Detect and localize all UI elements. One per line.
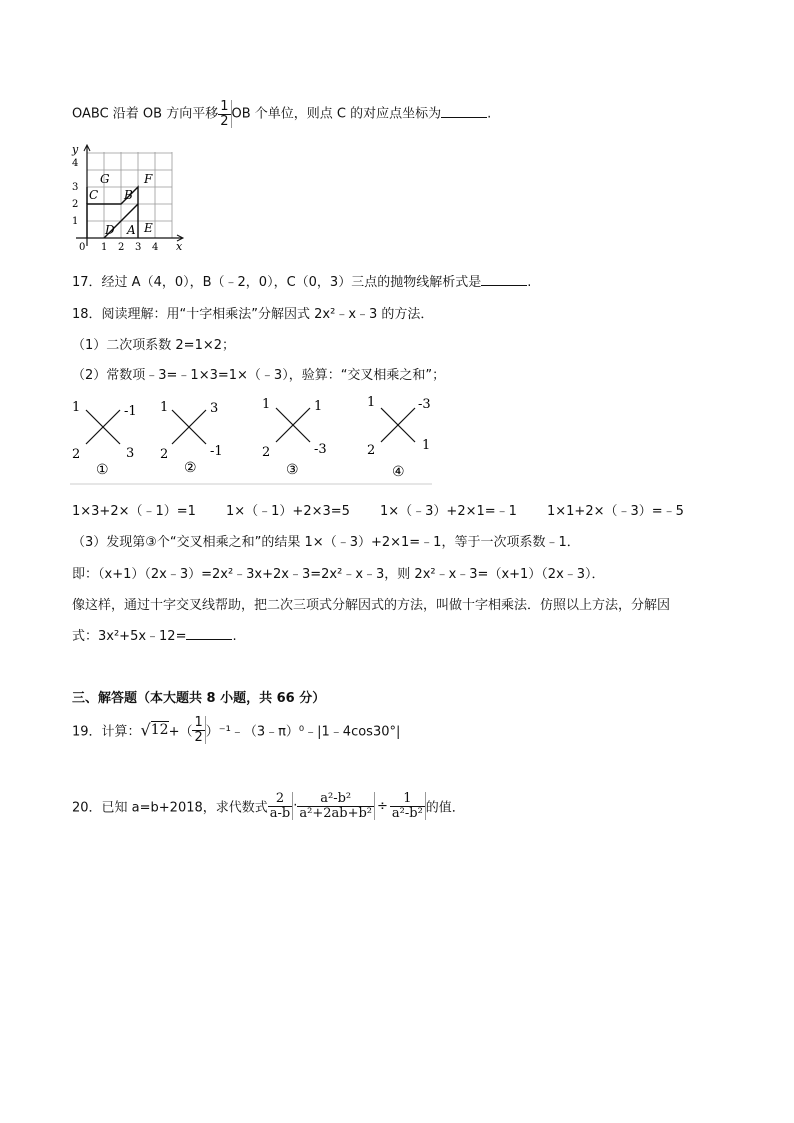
cross-1-bl: 2 bbox=[72, 447, 81, 462]
x-tick-2: 2 bbox=[118, 242, 125, 253]
q20-dot: · bbox=[293, 798, 298, 814]
cross-1-tl: 1 bbox=[72, 400, 81, 415]
q18-paragraph-2 bbox=[72, 625, 237, 644]
q20-fraction-3 bbox=[390, 792, 426, 820]
q18-step1: （1）二次项系数 2=1×2； bbox=[72, 338, 236, 353]
q17-text: 17．经过 A（4，0），B（﹣2，0），C（0，3）三点的抛物线解析式是 bbox=[72, 275, 482, 290]
origin-label: 0 bbox=[79, 242, 86, 253]
q18-step3: （3）发现第③个“交叉相乘之和”的结果 1×（﹣3）+2×1=﹣1，等于一次项系数﹣1． bbox=[72, 535, 580, 550]
q19-label: 19．计算： bbox=[72, 724, 141, 740]
q16-end: . bbox=[487, 106, 492, 122]
q18-intro: 18．阅读理解：用“十字相乘法”分解因式 2x²﹣x﹣3 的方法． bbox=[72, 307, 434, 322]
section-3-title: 三、解答题（本大题共 8 小题，共 66 分） bbox=[72, 691, 326, 706]
y-tick-2: 2 bbox=[72, 199, 79, 210]
cross-1-br: 3 bbox=[126, 446, 135, 461]
cross-4-tl: 1 bbox=[367, 395, 376, 410]
q16-frac-den: 2 bbox=[220, 113, 229, 129]
cross-3-br: -3 bbox=[314, 442, 327, 457]
x-tick-1: 1 bbox=[101, 242, 108, 253]
cross-4-label: ④ bbox=[392, 464, 405, 480]
point-label-a: A bbox=[127, 223, 136, 237]
q16-line bbox=[72, 100, 491, 128]
cross-diagrams bbox=[66, 392, 438, 488]
q16-frac-num: 1 bbox=[220, 99, 229, 114]
cross-4-tr: -3 bbox=[418, 397, 431, 412]
cross-4-br: 1 bbox=[422, 438, 431, 453]
q19-rest: ）⁻¹﹣（3﹣π）⁰﹣|1﹣4cos30°| bbox=[205, 724, 401, 740]
q16-answer-blank[interactable] bbox=[441, 106, 487, 118]
cross-3-bl: 2 bbox=[262, 445, 271, 460]
point-label-b: B bbox=[124, 188, 133, 202]
q17-end: . bbox=[527, 275, 532, 290]
cross-2-tr: 3 bbox=[210, 401, 219, 416]
q20-fraction-1 bbox=[268, 792, 293, 820]
q19-plus-open: +（ bbox=[168, 724, 193, 740]
cross-result-4: 1×1+2×（﹣3）=﹣5 bbox=[547, 504, 684, 519]
q17-line bbox=[72, 271, 531, 290]
cross-2-br: -1 bbox=[210, 444, 223, 459]
q20-f1-den: a-b bbox=[269, 805, 291, 821]
q16-text-before: OABC 沿着 OB 方向平移 bbox=[72, 106, 219, 122]
q20-f3-num: 1 bbox=[390, 792, 425, 807]
q20-fraction-2 bbox=[297, 792, 375, 820]
y-tick-1: 1 bbox=[72, 216, 79, 227]
cross-4-bl: 2 bbox=[367, 443, 376, 458]
q17-answer-blank[interactable] bbox=[481, 274, 527, 286]
q19-radicand: 12 bbox=[150, 722, 169, 739]
q20-text-before: 20．已知 a=b+2018，求代数式 bbox=[72, 800, 268, 816]
q18-step2: （2）常数项﹣3=﹣1×3=1×（﹣3），验算：“交叉相乘之和”； bbox=[72, 368, 446, 383]
q19-frac-num: 1 bbox=[194, 715, 203, 730]
cross-2-bl: 2 bbox=[160, 447, 169, 462]
cross-1-tr: -1 bbox=[124, 404, 137, 419]
q16-text-after: OB 个单位，则点 C 的对应点坐标为 bbox=[231, 106, 442, 122]
coordinate-grid-figure bbox=[66, 142, 190, 254]
point-label-f: F bbox=[144, 172, 153, 186]
q20-text-after: 的值． bbox=[425, 800, 465, 816]
q18-paragraph-1: 像这样，通过十字交叉线帮助，把二次三项式分解因式的方法，叫做十字相乘法．仿照以上方法，分解因 bbox=[72, 598, 671, 613]
cross-3-label: ③ bbox=[286, 462, 299, 478]
point-label-e: E bbox=[144, 221, 153, 235]
x-tick-3: 3 bbox=[135, 242, 142, 253]
q18-answer-blank[interactable] bbox=[186, 628, 232, 640]
q19-fraction bbox=[192, 716, 205, 744]
q18-para2-text: 式：3x²+5x﹣12= bbox=[72, 629, 187, 644]
y-tick-4: 4 bbox=[72, 158, 79, 169]
cross-2-label: ② bbox=[184, 460, 197, 476]
axis-x-label: x bbox=[176, 240, 183, 253]
q20-f1-num: 2 bbox=[268, 792, 292, 807]
q19-sqrt-sign: √ bbox=[140, 720, 151, 740]
axis-y-label: y bbox=[72, 143, 79, 156]
q20-line bbox=[72, 792, 465, 820]
y-tick-3: 3 bbox=[72, 182, 79, 193]
cross-result-3: 1×（﹣3）+2×1=﹣1 bbox=[380, 504, 517, 519]
cross-result-1: 1×3+2×（﹣1）=1 bbox=[72, 504, 196, 519]
q16-fraction bbox=[218, 100, 231, 128]
cross-3-tl: 1 bbox=[262, 397, 271, 412]
cross-result-2: 1×（﹣1）+2×3=5 bbox=[226, 504, 350, 519]
point-label-d: D bbox=[105, 223, 115, 237]
q18-para2-end: . bbox=[232, 629, 237, 644]
cross-1-label: ① bbox=[96, 462, 109, 478]
x-tick-4: 4 bbox=[152, 242, 159, 253]
q18-ie: 即：（x+1）（2x﹣3）=2x²﹣3x+2x﹣3=2x²﹣x﹣3，则 2x²﹣x﹣3=（x+1）（2x﹣3）． bbox=[72, 567, 605, 582]
q19-line bbox=[72, 716, 400, 744]
q20-f2-num: a²-b² bbox=[297, 792, 374, 807]
cross-3-tr: 1 bbox=[314, 399, 323, 414]
q20-f2-den: a²+2ab+b² bbox=[299, 805, 372, 821]
q20-f3-den: a²-b² bbox=[391, 805, 423, 821]
q19-frac-den: 2 bbox=[194, 729, 203, 745]
q20-div: ÷ bbox=[377, 798, 388, 814]
cross-2-tl: 1 bbox=[160, 400, 169, 415]
point-label-c: C bbox=[89, 188, 99, 202]
point-label-g: G bbox=[100, 172, 110, 186]
